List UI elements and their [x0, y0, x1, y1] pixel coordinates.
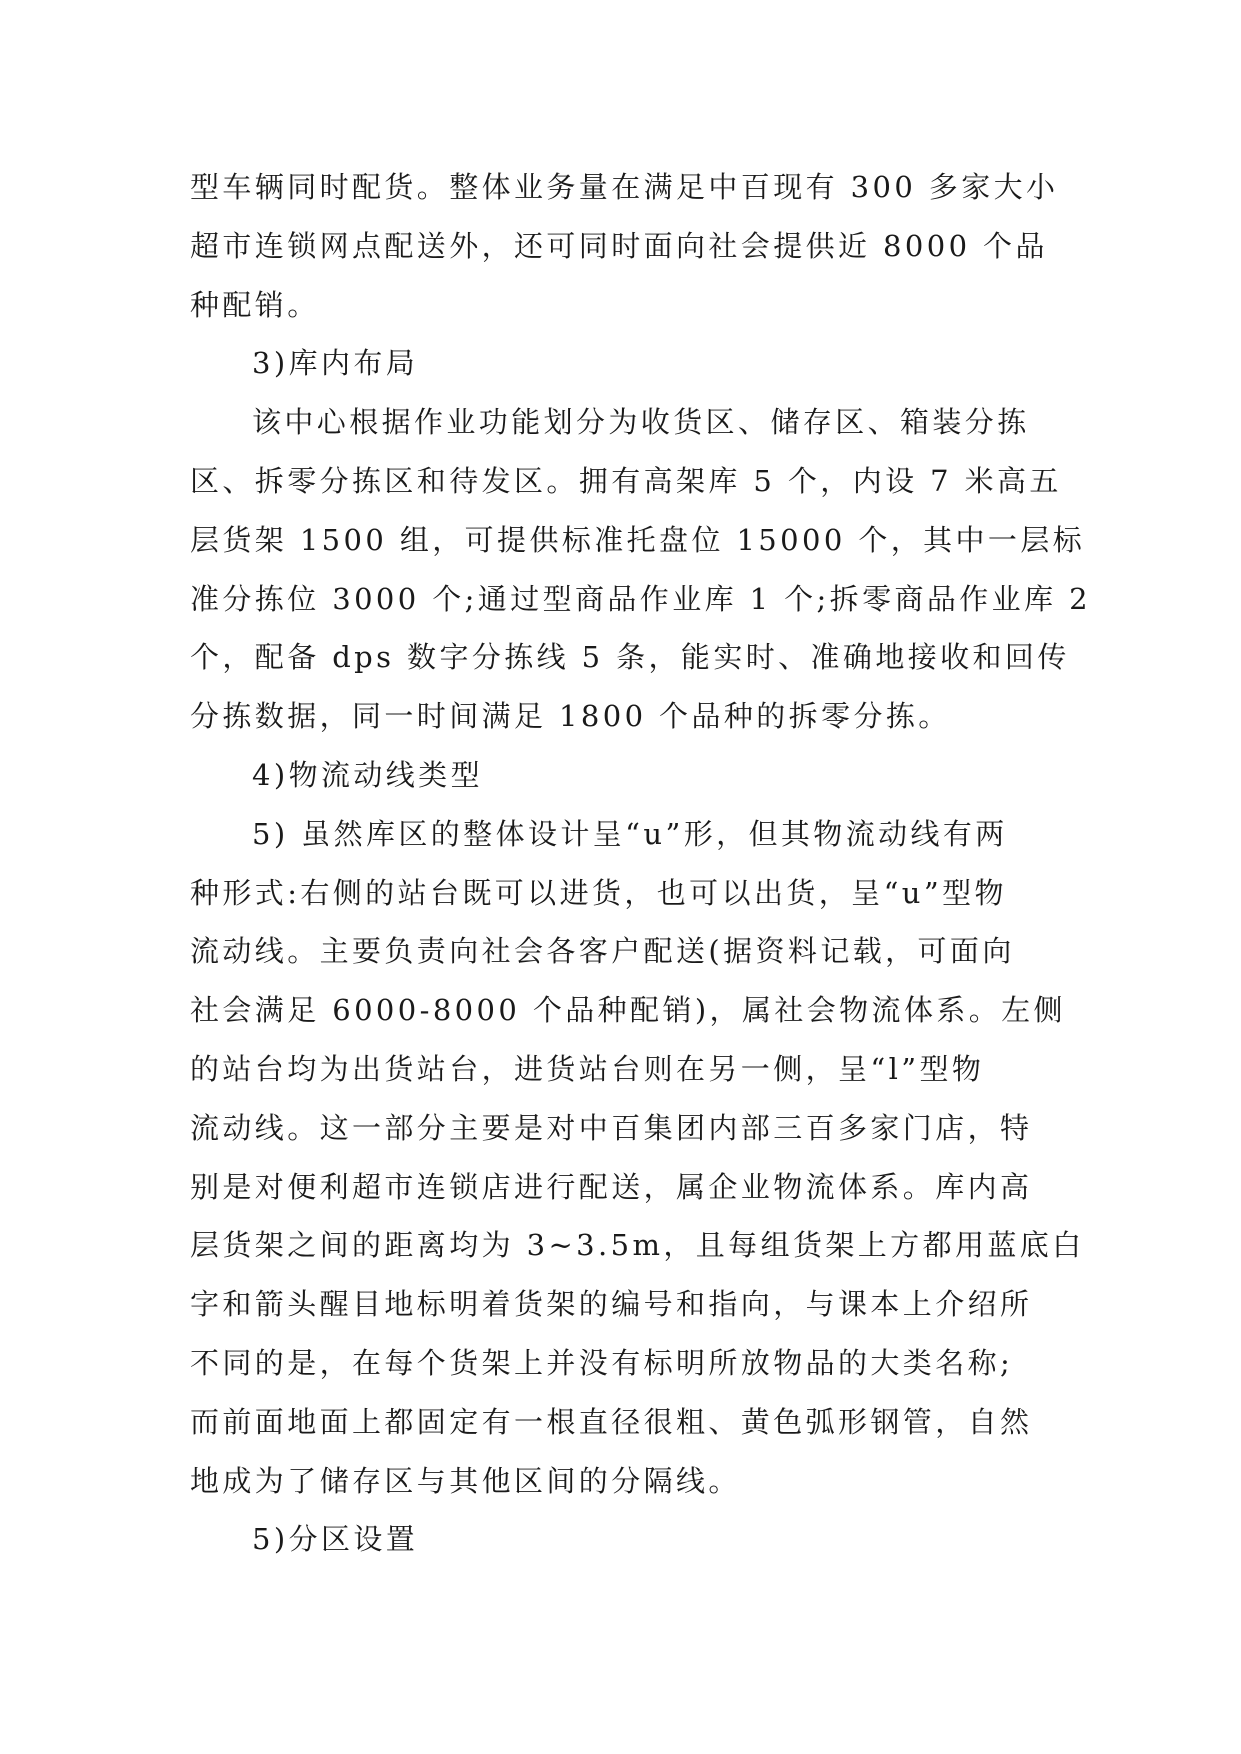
paragraph-line: 流动线。这一部分主要是对中百集团内部三百多家门店，特: [190, 1110, 1033, 1145]
section-heading: 5)分区设置: [252, 1522, 419, 1557]
paragraph-line: 型车辆同时配货。整体业务量在满足中百现有 300 多家大小: [190, 170, 1059, 204]
paragraph-line: 准分拣位 3000 个;通过型商品作业库 1 个;拆零商品作业库 2: [190, 581, 1091, 616]
paragraph-line: 而前面地面上都固定有一根直径很粗、黄色弧形钢管，自然: [190, 1404, 1033, 1439]
paragraph-line: 个，配备 dps 数字分拣线 5 条，能实时、准确地接收和回传: [190, 640, 1070, 675]
paragraph-line: 流动线。主要负责向社会各客户配送(据资料记载，可面向: [190, 934, 1015, 969]
paragraph-line: 超市连锁网点配送外，还可同时面向社会提供近 8000 个品: [190, 228, 1048, 263]
paragraph-line: 该中心根据作业功能划分为收货区、储存区、箱装分拣: [252, 405, 1030, 440]
section-heading: 3)库内布局: [252, 346, 419, 381]
paragraph-line: 层货架 1500 组，可提供标准托盘位 15000 个，其中一层标: [190, 522, 1086, 557]
paragraph-line: 的站台均为出货站台，进货站台则在另一侧，呈“l”型物: [190, 1051, 985, 1086]
paragraph-line: 区、拆零分拣区和待发区。拥有高架库 5 个，内设 7 米高五: [190, 463, 1062, 498]
paragraph-line: 分拣数据，同一时间满足 1800 个品种的拆零分拣。: [190, 699, 951, 734]
paragraph-line: 不同的是，在每个货架上并没有标明所放物品的大类名称;: [190, 1345, 1014, 1380]
section-heading: 4)物流动线类型: [252, 757, 483, 792]
body-text: [190, 158, 1091, 1569]
paragraph-line: 层货架之间的距离均为 3~3.5m，且每组货架上方都用蓝底白: [190, 1228, 1085, 1263]
paragraph-line: 种形式:右侧的站台既可以进货，也可以出货，呈“u”型物: [190, 875, 1007, 910]
paragraph-line: 字和箭头醒目地标明着货架的编号和指向，与课本上介绍所: [190, 1287, 1033, 1322]
paragraph-line: 别是对便利超市连锁店进行配送，属企业物流体系。库内高: [190, 1169, 1033, 1204]
paragraph-line: 社会满足 6000-8000 个品种配销)，属社会物流体系。左侧: [190, 993, 1066, 1028]
paragraph-line: 地成为了储存区与其他区间的分隔线。: [190, 1463, 741, 1498]
paragraph-line: 5) 虽然库区的整体设计呈“u”形，但其物流动线有两: [252, 816, 1008, 851]
paragraph-line: 种配销。: [190, 287, 320, 322]
